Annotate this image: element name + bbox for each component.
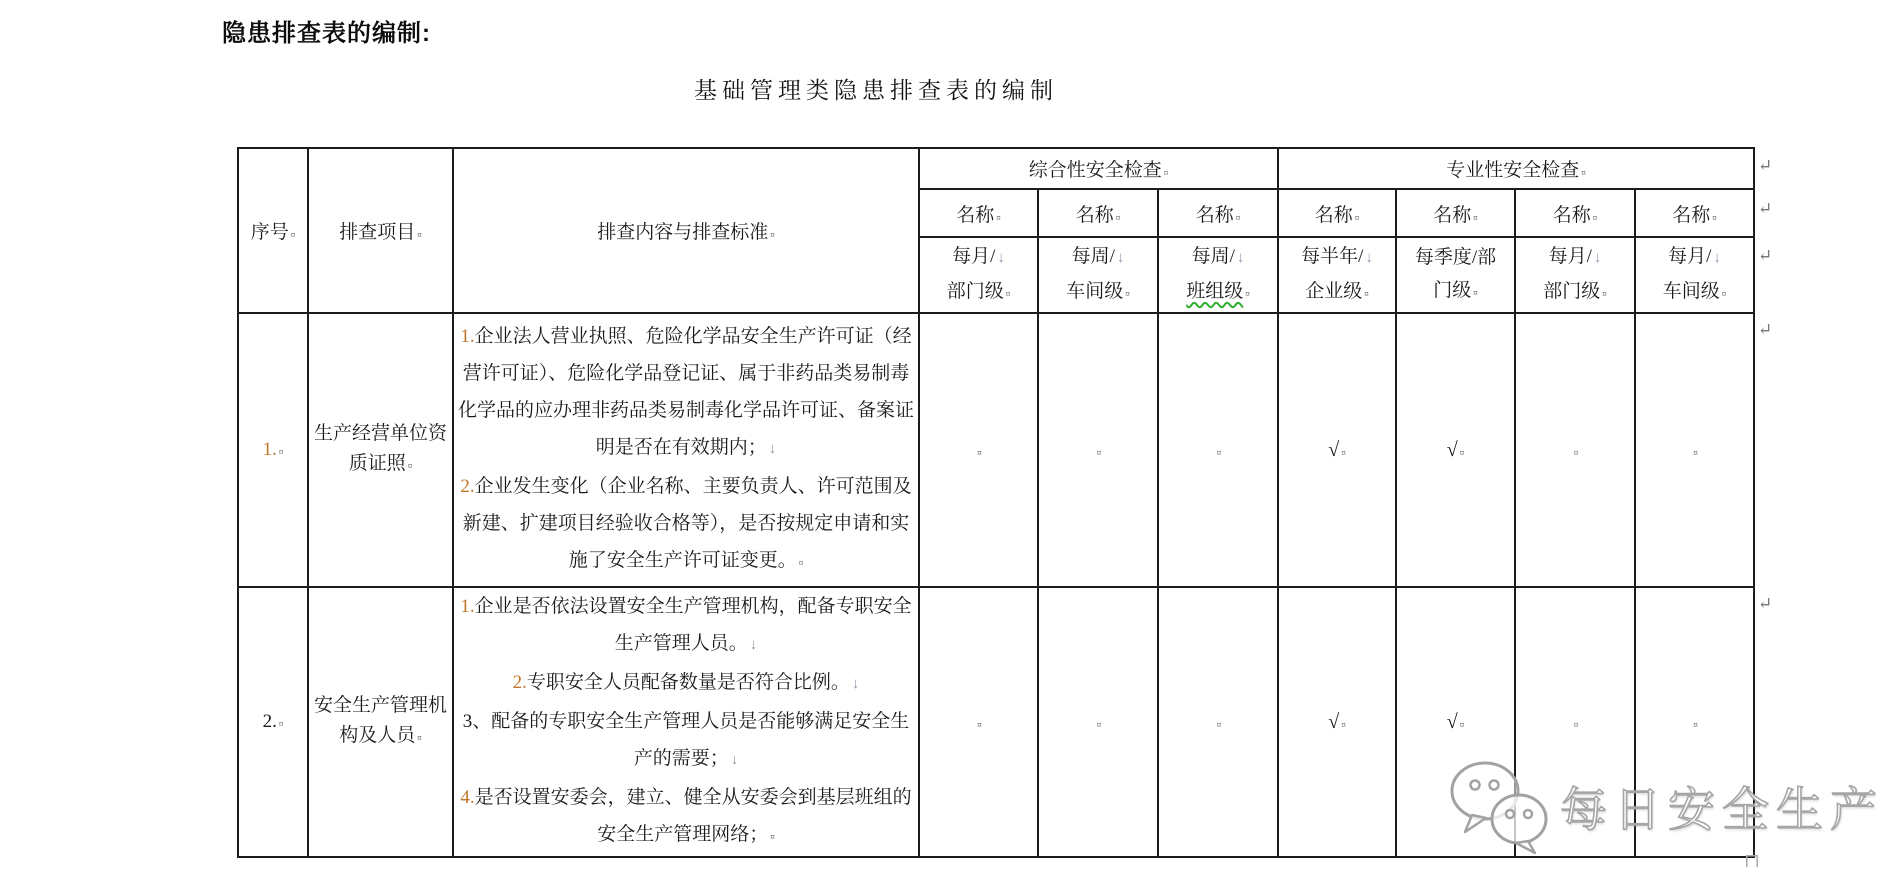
header-group-row: [238, 148, 1754, 189]
content-paragraph: 4.是否设置安委会，建立、健全从安委会到基层班组的安全生产管理网络； ¤: [460, 787, 912, 845]
freq-line2: 门级: [1433, 279, 1472, 301]
table-row: [238, 587, 1754, 857]
watermark-text: 每日安全生产: [1560, 784, 1884, 837]
name-label: 名称: [1433, 204, 1472, 226]
line-break-mark: ↓: [1236, 249, 1245, 266]
row1-check-7: [1635, 313, 1754, 587]
serial-number: 1.: [262, 439, 277, 460]
content-paragraph: 2.企业发生变化（企业名称、主要负责人、许可范围及新建、扩建项目经验收合格等），是否按规定申请和实施了安全生产许可证变更。 ¤: [460, 476, 912, 571]
cell-end-mark: ¤: [417, 230, 422, 240]
check-value: √: [1446, 438, 1458, 461]
page-title: 隐患排查表的编制:: [222, 20, 431, 47]
row2-item: [308, 587, 453, 857]
item-label: 安全生产管理机构及人员: [313, 695, 447, 746]
name-label: 名称: [1672, 204, 1711, 226]
freq-line1: 每月/: [1548, 245, 1592, 267]
cell-end-mark: ¤: [1354, 212, 1360, 223]
name-label: 名称: [1195, 204, 1234, 226]
header-serial-label: 序号: [250, 222, 289, 243]
cell-end-mark: ¤: [1459, 447, 1465, 458]
header-name-cell: [1278, 189, 1396, 237]
cell-end-mark: ¤: [1473, 287, 1478, 298]
cell-end-mark: ¤: [290, 230, 296, 240]
cell-end-mark: ¤: [1721, 288, 1727, 299]
header-content: [453, 148, 919, 313]
row-end-mark: ↵: [1758, 320, 1773, 339]
header-freq-halfyear-enterprise: [1278, 237, 1396, 313]
line-break-mark: ↓: [1593, 249, 1602, 266]
cell-end-mark: ¤: [1216, 447, 1222, 458]
name-label: 名称: [1552, 204, 1591, 226]
cell-end-mark: ¤: [977, 447, 982, 458]
row-end-mark: ↵: [1758, 594, 1773, 613]
row2-check-7: [1635, 587, 1754, 857]
name-label: 名称: [1075, 204, 1114, 226]
check-value: √: [1328, 710, 1340, 733]
cell-end-mark: ¤: [1473, 212, 1478, 223]
header-freq-monthly-dept2: [1515, 237, 1635, 313]
row-end-mark: ↵: [1758, 246, 1773, 265]
row1-content: [453, 313, 919, 587]
line-break-mark: ↓: [1116, 249, 1125, 266]
row1-check-3: [1158, 313, 1278, 587]
cell-end-mark: ¤: [1573, 719, 1579, 730]
line-break-mark: ↓: [730, 752, 739, 768]
group-professional-label: 专业性安全检查: [1446, 160, 1580, 181]
name-label: 名称: [956, 204, 995, 226]
line-break-mark: ↓: [851, 676, 860, 692]
header-name-cell: [1635, 189, 1754, 237]
header-serial: [238, 148, 308, 313]
row1-check-4: [1278, 313, 1396, 587]
header-name-cell: [1158, 189, 1278, 237]
row-end-mark: ↵: [1758, 156, 1773, 175]
content-paragraph: 2.专职安全人员配备数量是否符合比例。 ↓: [512, 672, 860, 693]
cell-end-mark: ¤: [1245, 288, 1250, 299]
row2-serial: [238, 587, 308, 857]
header-name-cell: [919, 189, 1038, 237]
cell-end-mark: ¤: [1592, 212, 1598, 223]
cell-end-mark: ¤: [770, 230, 775, 240]
row1-serial: [238, 313, 308, 587]
row1-check-6: [1515, 313, 1635, 587]
row2-check-1: [919, 587, 1038, 857]
header-freq-weekly-workshop: [1038, 237, 1158, 313]
freq-line2: 部门级: [946, 280, 1004, 302]
freq-line2: 车间级: [1662, 280, 1720, 302]
group-comprehensive-label: 综合性安全检查: [1028, 160, 1162, 181]
cell-end-mark: ¤: [1125, 288, 1130, 299]
line-break-mark: ↓: [1365, 249, 1373, 266]
header-content-label: 排查内容与排查标准: [597, 222, 769, 243]
cell-end-mark: ¤: [1712, 212, 1717, 223]
cell-end-mark: ¤: [1459, 719, 1465, 730]
row1-check-5: [1396, 313, 1515, 587]
header-group-professional: [1278, 148, 1754, 189]
name-label: 名称: [1314, 204, 1353, 226]
table-row: [238, 313, 1754, 587]
row1-item: [308, 313, 453, 587]
cell-end-mark: ¤: [1341, 719, 1346, 730]
header-freq-monthly-workshop: [1635, 237, 1754, 313]
cell-end-mark: ¤: [278, 719, 284, 729]
cell-end-mark: ¤: [770, 832, 775, 842]
row2-check-5: [1396, 587, 1515, 857]
cell-end-mark: ¤: [1096, 719, 1102, 730]
cell-end-mark: ¤: [1573, 447, 1579, 458]
row2-check-4: [1278, 587, 1396, 857]
cell-end-mark: ¤: [1096, 447, 1102, 458]
cell-end-mark: ¤: [417, 733, 422, 743]
cell-end-mark: ¤: [1005, 288, 1011, 299]
cell-end-mark: ¤: [1364, 288, 1369, 299]
line-break-mark: ↓: [768, 441, 777, 457]
freq-line1: 每周/: [1191, 245, 1235, 267]
cell-end-mark: ¤: [1693, 719, 1698, 730]
cell-end-mark: ¤: [407, 461, 413, 471]
row2-content: [453, 587, 919, 857]
freq-line2: 企业级: [1305, 280, 1363, 302]
line-break-mark: ↓: [1713, 249, 1721, 266]
check-value: √: [1328, 438, 1340, 461]
header-item: [308, 148, 453, 313]
content-paragraph: 3、配备的专职安全生产管理人员是否能够满足安全生产的需要； ↓: [462, 711, 910, 769]
serial-number: 2.: [262, 711, 277, 732]
content-paragraph: 1.企业是否依法设置安全生产管理机构，配备专职安全生产管理人员。 ↓: [460, 596, 912, 654]
cell-end-mark: ¤: [977, 719, 982, 730]
line-break-mark: ↓: [749, 637, 758, 653]
row1-check-1: [919, 313, 1038, 587]
cell-end-mark: ¤: [1581, 168, 1586, 178]
table-caption: 基础管理类隐患排查表的编制: [694, 78, 1058, 103]
row2-check-2: [1038, 587, 1158, 857]
cell-end-mark: ¤: [1163, 168, 1169, 178]
freq-line1: 每周/: [1071, 245, 1115, 267]
header-name-cell: [1396, 189, 1515, 237]
header-item-label: 排查项目: [339, 222, 416, 243]
freq-line2: 部门级: [1543, 280, 1601, 302]
cell-end-mark: ¤: [1341, 447, 1346, 458]
row1-check-2: [1038, 313, 1158, 587]
freq-line1: 每半年/: [1301, 245, 1364, 267]
header-group-comprehensive: [919, 148, 1278, 189]
cell-end-mark: ¤: [1216, 719, 1222, 730]
header-name-cell: [1515, 189, 1635, 237]
header-freq-monthly-dept: [919, 237, 1038, 313]
cell-end-mark: ¤: [1693, 447, 1698, 458]
freq-line1: 每月/: [952, 245, 996, 267]
header-freq-quarterly-dept: [1396, 237, 1515, 313]
cell-end-mark: ¤: [1115, 212, 1121, 223]
row2-check-3: [1158, 587, 1278, 857]
freq-line1: 每季度/部: [1414, 246, 1497, 268]
line-break-mark: ↓: [997, 249, 1005, 266]
doc-end-mark: ⊓: [1744, 851, 1760, 872]
header-freq-weekly-team: [1158, 237, 1278, 313]
freq-line2: 车间级: [1066, 280, 1124, 302]
check-value: √: [1446, 710, 1458, 733]
freq-line2-misspelled: 班组级: [1186, 280, 1244, 302]
row2-check-6: [1515, 587, 1635, 857]
cell-end-mark: ¤: [996, 212, 1001, 223]
item-label: 生产经营单位资质证照: [313, 423, 447, 474]
cell-end-mark: ¤: [798, 558, 804, 568]
inspection-table: [237, 147, 1755, 858]
freq-line1: 每月/: [1668, 245, 1712, 267]
cell-end-mark: ¤: [1235, 212, 1241, 223]
cell-end-mark: ¤: [278, 447, 284, 457]
content-paragraph: 1.企业法人营业执照、危险化学品安全生产许可证（经营许可证）、危险化学品登记证、属于非药品类易制毒化学品的应办理非药品类易制毒化学品许可证、备案证明是否在有效期内； ↓: [457, 326, 914, 458]
cell-end-mark: ¤: [1602, 288, 1607, 299]
row-end-mark: ↵: [1758, 199, 1773, 218]
header-name-cell: [1038, 189, 1158, 237]
